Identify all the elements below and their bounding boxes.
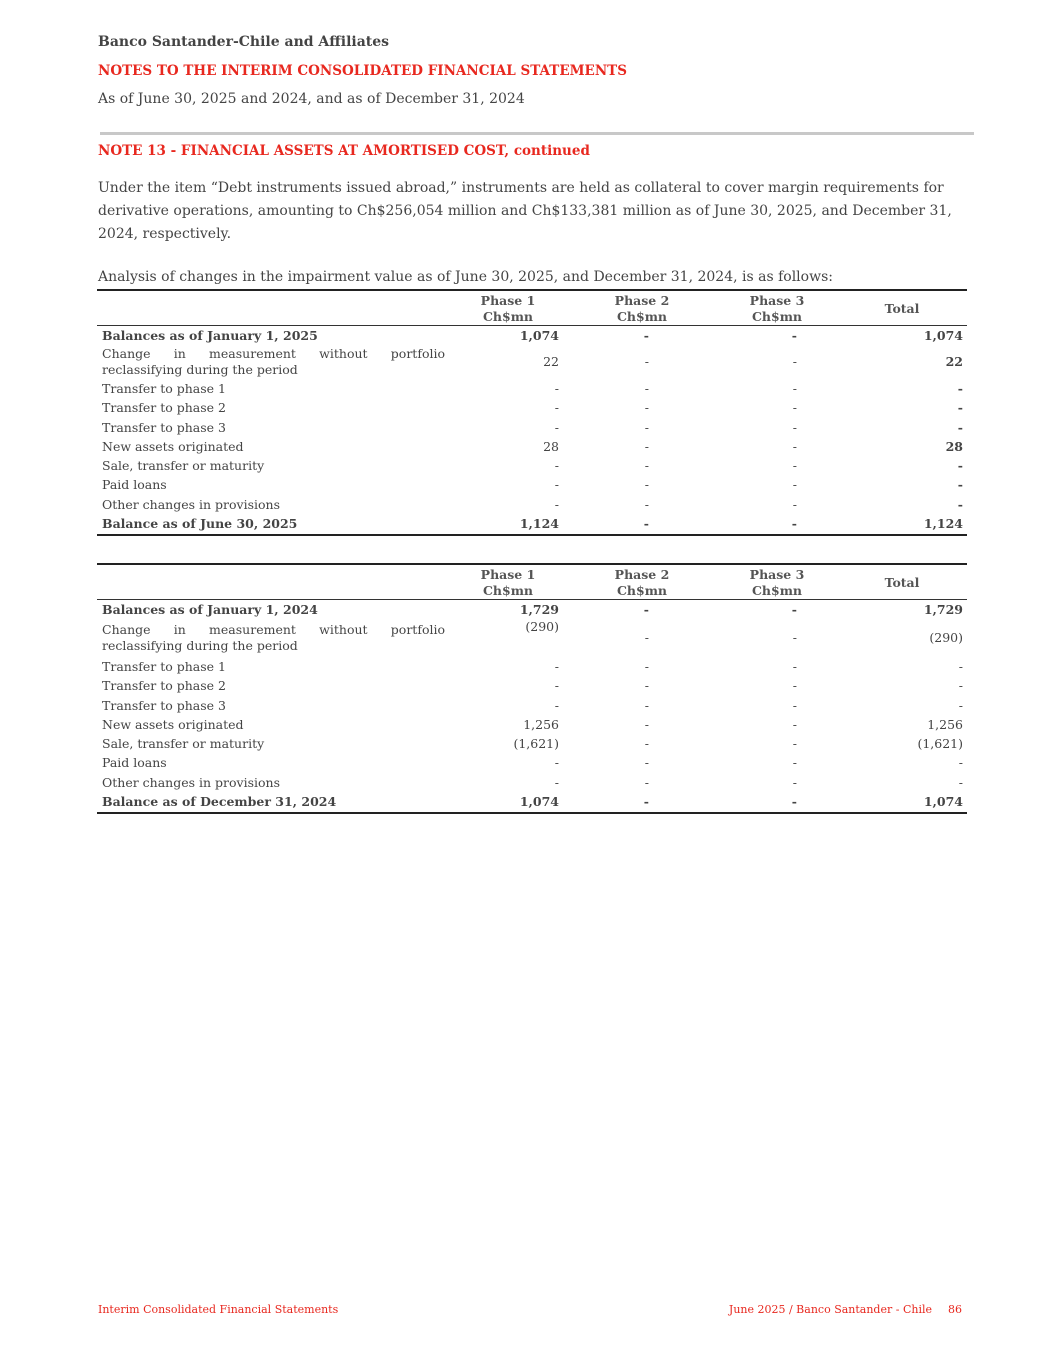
cell-phase1: 1,256	[523, 716, 559, 732]
row-label: Paid loans	[102, 755, 167, 771]
cell-phase1: 1,074	[519, 794, 559, 810]
cell-total: -	[957, 419, 963, 435]
row-label: Paid loans	[102, 477, 167, 493]
row-label: Other changes in provisions	[102, 496, 280, 512]
header-total: Total	[884, 575, 920, 590]
cell-total: -	[958, 697, 963, 713]
cell-phase2: -	[644, 716, 649, 732]
page-number: 86	[948, 1303, 962, 1316]
cell-total: -	[958, 774, 963, 790]
cell-phase1: 22	[543, 354, 559, 370]
header-total: Total	[884, 301, 920, 316]
cell-total: -	[957, 477, 963, 493]
cell-total: 1,074	[923, 794, 963, 810]
row-label: New assets originated	[102, 438, 244, 454]
cell-phase1: -	[554, 458, 559, 474]
reporting-period: As of June 30, 2025 and 2024, and as of December 31, 2024	[98, 91, 525, 107]
cell-phase3: -	[792, 380, 797, 396]
row-label: Transfer to phase 1	[102, 380, 226, 396]
table-total-row	[97, 792, 967, 812]
cell-phase2: -	[644, 755, 649, 771]
cell-phase2: -	[644, 678, 649, 694]
table-row	[97, 619, 967, 657]
cell-phase1: (290)	[525, 619, 559, 635]
table-row	[97, 399, 967, 418]
header-divider	[100, 132, 974, 135]
cell-phase2: -	[643, 601, 649, 617]
row-label: Transfer to phase 2	[102, 400, 226, 416]
cell-total: 1,729	[923, 601, 963, 617]
cell-phase2: -	[644, 458, 649, 474]
row-label: Balances as of January 1, 2025	[102, 327, 318, 343]
analysis-intro-paragraph: Analysis of changes in the impairment value as of June 30, 2025, and December 31, 2024, is as follows:	[98, 269, 833, 285]
cell-phase1: -	[554, 380, 559, 396]
cell-phase1: 1,124	[519, 516, 559, 532]
row-label: Change in measurement without portfolio reclassifying during the period	[102, 622, 445, 654]
cell-phase3: -	[792, 354, 797, 370]
header-label-blank	[97, 564, 449, 600]
row-label: Transfer to phase 3	[102, 697, 226, 713]
cell-phase3: -	[792, 477, 797, 493]
cell-phase1: (1,621)	[513, 736, 559, 752]
cell-total: -	[958, 658, 963, 674]
cell-total: 1,074	[923, 327, 963, 343]
cell-phase1: -	[554, 755, 559, 771]
footer-right	[729, 1303, 962, 1316]
row-label: Sale, transfer or maturity	[102, 736, 265, 752]
cell-phase1: -	[554, 774, 559, 790]
footer-edition: June 2025 / Banco Santander - Chile	[728, 1303, 932, 1316]
cell-phase2: -	[644, 496, 649, 512]
cell-phase3: -	[792, 458, 797, 474]
cell-phase2: -	[644, 697, 649, 713]
cell-phase2: -	[644, 419, 649, 435]
cell-total: -	[957, 400, 963, 416]
header-label-blank	[97, 290, 449, 326]
cell-phase3: -	[792, 630, 797, 646]
table-row	[97, 773, 967, 792]
table-row	[97, 345, 967, 379]
cell-phase2: -	[644, 736, 649, 752]
note-heading: NOTE 13 - FINANCIAL ASSETS AT AMORTISED COST, continued	[98, 143, 590, 159]
header-phase2: Phase 2 Ch$mn	[614, 293, 670, 324]
cell-total: -	[957, 458, 963, 474]
cell-phase1: 28	[543, 438, 559, 454]
cell-total: 22	[945, 354, 963, 370]
cell-phase3: -	[792, 438, 797, 454]
row-label: New assets originated	[102, 716, 244, 732]
cell-phase1: -	[554, 419, 559, 435]
cell-total: -	[958, 678, 963, 694]
cell-total: 1,124	[923, 516, 963, 532]
row-label: Change in measurement without portfolio reclassifying during the period	[102, 346, 445, 378]
cell-phase1: 1,729	[519, 601, 559, 617]
header-phase1: Phase 1 Ch$mn	[480, 293, 536, 324]
cell-phase3: -	[792, 419, 797, 435]
cell-phase1: -	[554, 496, 559, 512]
cell-total: -	[957, 496, 963, 512]
cell-phase3: -	[791, 516, 797, 532]
table-row	[97, 437, 967, 456]
cell-phase1: -	[554, 400, 559, 416]
cell-phase3: -	[791, 794, 797, 810]
table-row	[97, 418, 967, 437]
cell-phase2: -	[644, 380, 649, 396]
cell-total: (290)	[929, 630, 963, 646]
cell-phase3: -	[792, 774, 797, 790]
table-row	[97, 456, 967, 475]
row-label: Balance as of December 31, 2024	[102, 794, 337, 810]
table-header-row	[97, 564, 967, 600]
cell-phase1: 1,074	[519, 327, 559, 343]
footer-document-title: Interim Consolidated Financial Statements	[98, 1303, 339, 1316]
table-row	[97, 715, 967, 734]
cell-phase2: -	[643, 327, 649, 343]
table-row	[97, 476, 967, 495]
header-phase3: Phase 3 Ch$mn	[749, 567, 805, 598]
cell-phase3: -	[792, 697, 797, 713]
cell-phase3: -	[792, 658, 797, 674]
cell-phase1: -	[554, 697, 559, 713]
cell-phase3: -	[792, 736, 797, 752]
row-label: Balance as of June 30, 2025	[102, 516, 298, 532]
table-row	[97, 379, 967, 398]
table-row	[97, 600, 967, 620]
cell-phase3: -	[792, 400, 797, 416]
table-row	[97, 326, 967, 346]
cell-phase2: -	[644, 774, 649, 790]
cell-phase2: -	[644, 630, 649, 646]
cell-total: -	[957, 380, 963, 396]
table-total-row	[97, 514, 967, 534]
cell-total: -	[958, 755, 963, 771]
row-label: Sale, transfer or maturity	[102, 458, 265, 474]
cell-phase1: -	[554, 678, 559, 694]
cell-phase2: -	[644, 658, 649, 674]
cell-total: 28	[945, 438, 963, 454]
cell-phase3: -	[791, 601, 797, 617]
cell-phase1: -	[554, 658, 559, 674]
cell-phase3: -	[791, 327, 797, 343]
cell-phase1: -	[554, 477, 559, 493]
cell-phase3: -	[792, 678, 797, 694]
impairment-table-2024	[97, 563, 967, 814]
cell-phase3: -	[792, 496, 797, 512]
cell-phase2: -	[644, 477, 649, 493]
cell-phase2: -	[643, 516, 649, 532]
cell-phase2: -	[643, 794, 649, 810]
cell-phase2: -	[644, 354, 649, 370]
table-row	[97, 734, 967, 753]
collateral-paragraph: Under the item “Debt instruments issued abroad,” instruments are held as collateral to cover margin requirements for derivative operations, amounting to Ch$256,054 million and Ch$133,381 million as of June 30, 2025, and December 31, 2024, respectively.	[98, 180, 952, 242]
impairment-table-2025	[97, 289, 967, 536]
notes-title: NOTES TO THE INTERIM CONSOLIDATED FINANCIAL STATEMENTS	[98, 63, 627, 79]
table-row	[97, 677, 967, 696]
table-row	[97, 754, 967, 773]
cell-phase2: -	[644, 438, 649, 454]
cell-total: 1,256	[927, 716, 963, 732]
table-header-row	[97, 290, 967, 326]
header-phase2: Phase 2 Ch$mn	[614, 567, 670, 598]
row-label: Balances as of January 1, 2024	[102, 601, 318, 617]
cell-phase3: -	[792, 716, 797, 732]
cell-total: (1,621)	[917, 736, 963, 752]
row-label: Other changes in provisions	[102, 774, 280, 790]
row-label: Transfer to phase 1	[102, 658, 226, 674]
table-row	[97, 495, 967, 514]
table-row	[97, 696, 967, 715]
cell-phase3: -	[792, 755, 797, 771]
page-content	[98, 34, 968, 289]
cell-phase2: -	[644, 400, 649, 416]
row-label: Transfer to phase 3	[102, 419, 226, 435]
header-phase1: Phase 1 Ch$mn	[480, 567, 536, 598]
table-row	[97, 657, 967, 676]
header-phase3: Phase 3 Ch$mn	[749, 293, 805, 324]
row-label: Transfer to phase 2	[102, 678, 226, 694]
company-name: Banco Santander-Chile and Affiliates	[98, 34, 390, 50]
